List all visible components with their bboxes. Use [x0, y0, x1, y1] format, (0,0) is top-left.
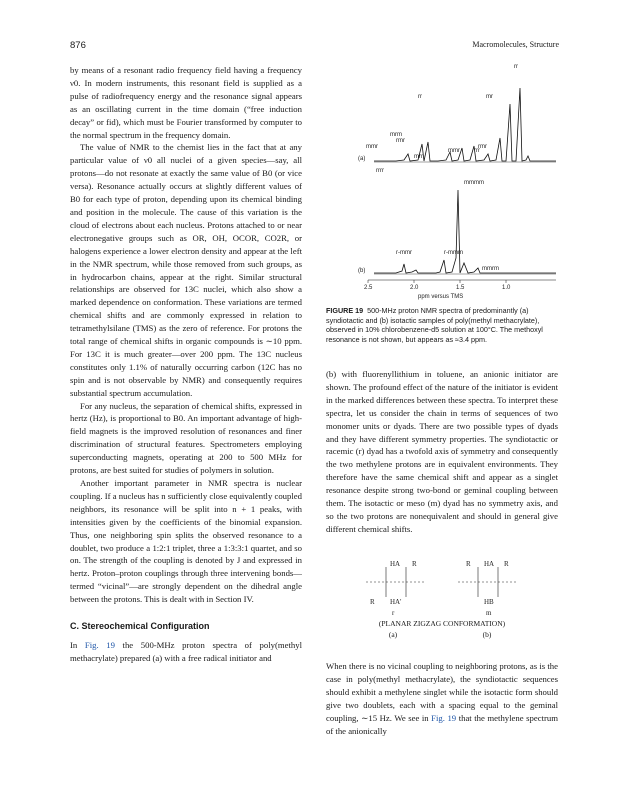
paragraph: by means of a resonant radio frequency field having a frequency ν0. In modern instruments, this resonant field is supplied as a pulse of radiofrequency energy and the resonance signal appears as an oscillating current in the time domain (“free induction decay” or fid), which must be Fourier transformed by computer to the normal spectrum in the frequency domain.	[70, 65, 302, 140]
atom-label: R	[466, 560, 471, 568]
peak-label: mrm	[390, 132, 402, 138]
caption-label: FIGURE 19	[326, 306, 364, 315]
atom-label: HB	[484, 598, 494, 606]
peak-label: r-mmr	[396, 250, 412, 256]
peak-label: rmr	[396, 138, 405, 144]
peak-label: r-mmm	[444, 250, 463, 256]
axis-tick-label: 2.5	[364, 285, 373, 291]
dyad-label-r: r	[392, 609, 395, 617]
peak-label: rr	[418, 94, 422, 100]
atom-label: R	[370, 598, 375, 606]
conformation-caption: (PLANAR ZIGZAG CONFORMATION)	[378, 619, 506, 628]
peak-label: mmr	[366, 144, 378, 150]
peak-label: mrr	[414, 154, 423, 160]
atom-label: R	[504, 560, 509, 568]
caption-text: 500-MHz proton NMR spectra of predominantly (a) syndiotactic and (b) isotactic samples of poly(methyl methacrylate), observed in 10% chlorobenzene-d5 solution at 100°C. The methoxyl resonance is not shown, but appears as ≈3.4 ppm.	[326, 306, 543, 344]
figure-link[interactable]: Fig. 19	[431, 712, 457, 723]
spectrum-trace-a	[374, 88, 556, 161]
x-axis	[368, 280, 556, 283]
spectrum-trace-b	[374, 190, 556, 273]
conformation-sub-a: (a)	[388, 630, 398, 639]
peak-label: mmmm	[464, 180, 484, 186]
nmr-spectrum-figure	[356, 58, 576, 303]
peak-label: rmr	[478, 144, 487, 150]
conformation-diagram	[326, 552, 558, 648]
section-heading: C. Stereochemical Configuration	[70, 621, 210, 632]
figure-link[interactable]: Fig. 19	[84, 639, 115, 650]
right-column-continued	[326, 660, 558, 737]
axis-label: ppm versus TMS	[418, 294, 464, 300]
conformation-sub-b: (b)	[482, 630, 492, 639]
peak-label: rr	[514, 64, 518, 70]
paragraph: When there is no vicinal coupling to neighboring protons, as is the case in poly(methyl methacrylate), the syndiotactic sequences should exhibit a methylene singlet while the isotactic form should give two doublets, each with a spacing equal to the geminal coupling, ∼15 Hz. We see in Fig. 19 that the methylene spectrum of the anionically	[326, 661, 558, 736]
peak-label: mmr	[448, 148, 460, 154]
panel-a-label: (a)	[358, 156, 366, 162]
paragraph: For any nucleus, the separation of chemical shifts, expressed in hertz (Hz), is proportional to B0. An important advantage of high-field magnets is the improved resolution of resonances and finer discrimination of structural features. Spectrometers employing superconducting magnets, operating at 200 to 500 MHz for protons, are best suited for studies of polymers in solution.	[70, 400, 302, 476]
atom-label: HA	[390, 560, 401, 568]
zigzag-sketch	[326, 552, 558, 612]
peak-label: mmrm	[482, 266, 499, 272]
axis-tick-label: 1.5	[456, 285, 465, 291]
atom-label: HA'	[390, 598, 402, 606]
peak-label: rrrr	[376, 168, 384, 174]
dyad-label-m: m	[486, 609, 492, 617]
right-column	[326, 368, 558, 536]
left-column	[70, 64, 302, 665]
atom-label: HA	[484, 560, 495, 568]
figure-caption	[326, 306, 558, 344]
atom-label: R	[412, 560, 417, 568]
paragraph: Another important parameter in NMR spectra is nuclear coupling. If a nucleus has n sufficiently close equivalently coupled neighbors, its resonance will be split into n + 1 peaks, with intensities given by the coefficients of the binomial expansion. Thus, one neighboring spin splits the observed resonance to a doublet, two produce a 1:2:1 triplet, three a 1:3:3:1 quartet, and so on. The strength of the coupling is denoted by J and expressed in hertz. Proton–proton couplings through three intervening bonds—termed “vicinal”—are strongly dependent on the dihedral angle between the protons. This is dealt with in Section IV.	[70, 478, 302, 605]
panel-b-label: (b)	[358, 268, 366, 274]
peak-label: rrr	[474, 148, 480, 154]
paragraph: The value of NMR to the chemist lies in the fact that at any particular value of ν0 all nuclei of a given species—say, all protons—do not resonate at exactly the same value of B0 (or vice versa). Resonance actually occurs at slightly different values of B0 for each type of proton, depending upon its chemical binding and position in the molecule. The cause of this variation is the cloud of electrons about each nucleus. Protons attached to or near electronegative groups such as OR, OH, OCOR, CO2R, or halogens experience a lower electron density and appear at the left in the NMR spectrum, while those removed from such groups, as in hydrocarbon chains, appear at the right. Similar structural relationships are observed for 13C nuclei, which also show a marked dependence on conformation. These variations are termed chemical shifts and are commonly expressed in relation to tetramethylsilane (TMS) as the zero of reference. For protons the total range of chemical shifts in organic compounds is ∼10 ppm. For 13C it is much greater—over 200 ppm. The 13C nucleus constitutes only 1.1% of naturally occurring carbon (12C has no spin and is not observable by NMR) and consequently requires substantial spectrum accumulation.	[70, 142, 302, 398]
running-title: Macromolecules, Structure	[472, 40, 559, 49]
axis-tick-label: 1.0	[502, 285, 511, 291]
peak-label: mr	[486, 94, 493, 100]
paragraph: (b) with fluorenyllithium in toluene, an anionic initiator are shown. The profound effect of the nature of the initiator is evident in the marked differences between these spectra. To interpret these spectra, let us consider the chain in terms of sequences of two monomer units or dyads. There are two possible types of dyads and they have different symmetry properties. The syndiotactic or racemic (r) dyad has a twofold axis of symmetry and consequently the two methylene protons are in equivalent environments. They therefore have the same chemical shift and appear as a singlet resonance despite strong two-bond or geminal coupling between them. The isotactic or meso (m) dyad has no symmetry axis, and so the two protons are nonequivalent and should in general give different chemical shifts.	[326, 369, 558, 534]
page-number: 876	[70, 40, 86, 51]
axis-tick-label: 2.0	[410, 285, 419, 291]
paragraph: In Fig. 19 the 500-MHz proton spectra of poly(methyl methacrylate) prepared (a) with a free radical initiator and	[70, 639, 302, 663]
